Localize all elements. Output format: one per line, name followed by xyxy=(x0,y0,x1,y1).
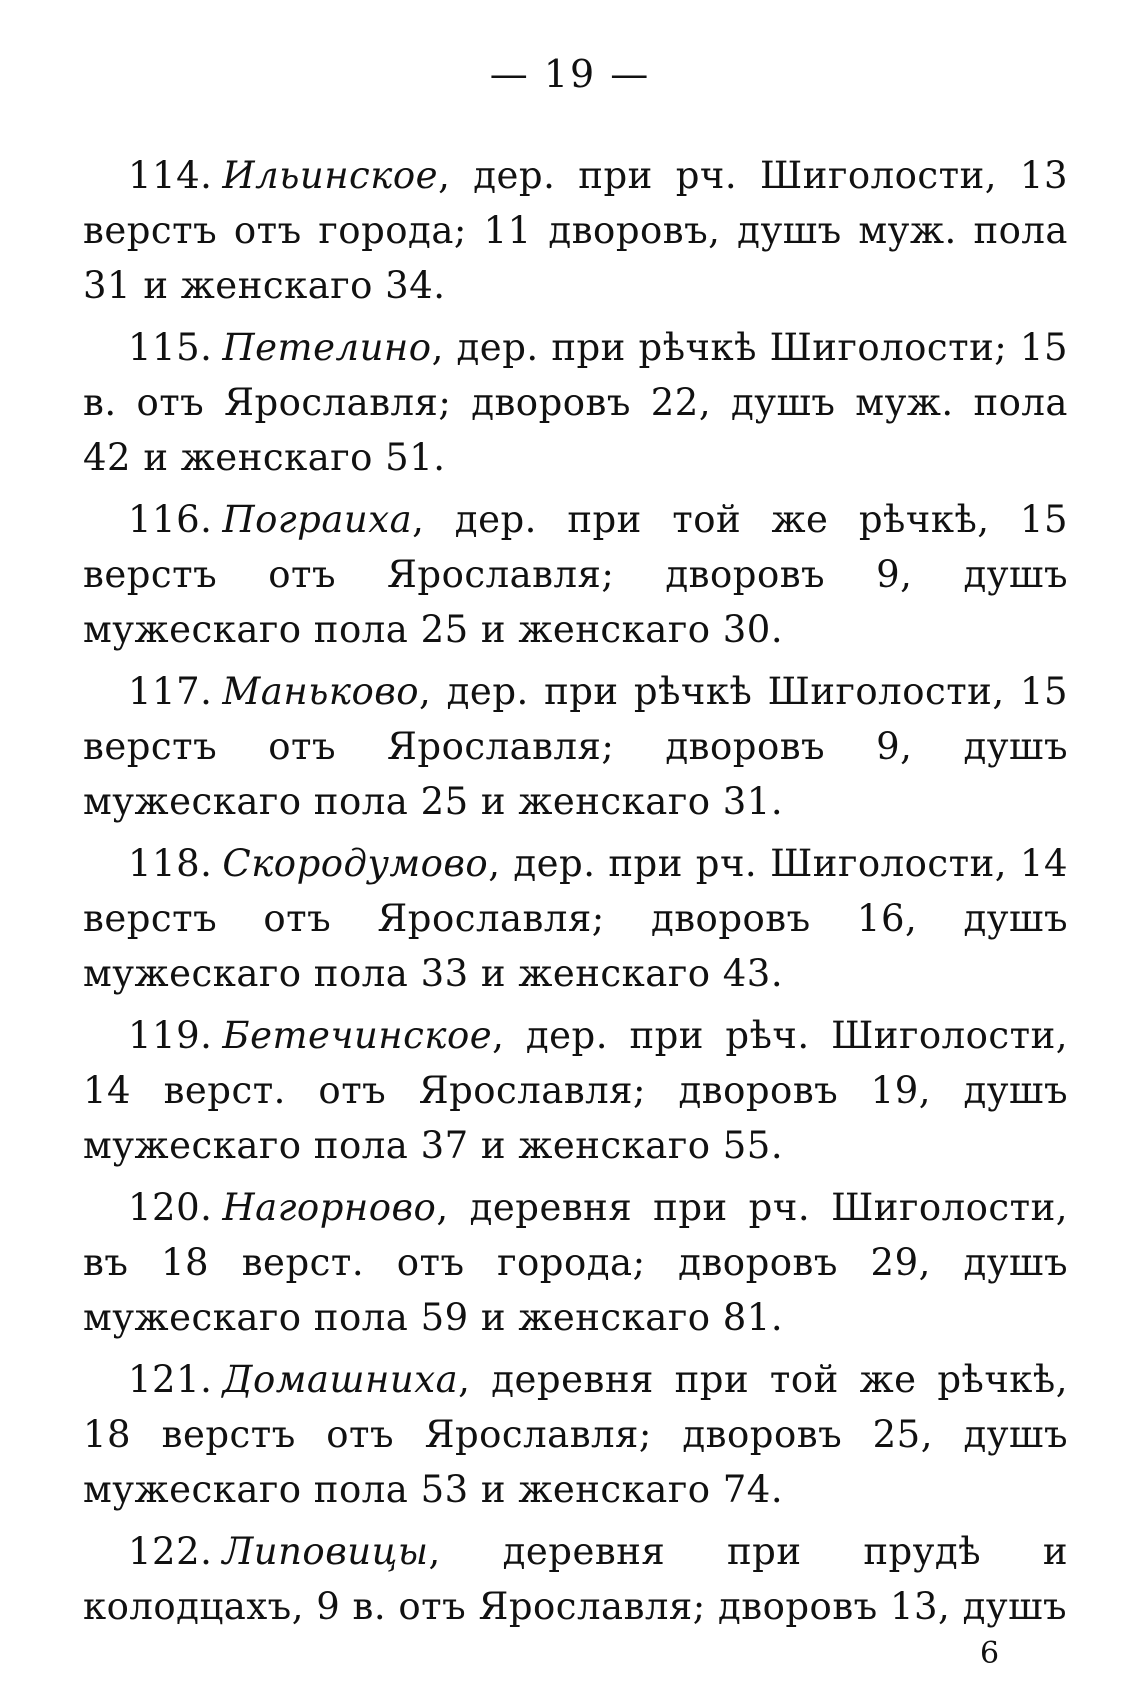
entry-number: 121. xyxy=(128,1358,213,1401)
entry-number: 120. xyxy=(128,1186,213,1229)
entry-number: 119. xyxy=(128,1014,213,1057)
entry-text: , дер. при рч. Шиголости, 13 верстъ отъ города; 11 дворовъ, душъ муж. пола 31 и женскаго 34. xyxy=(83,154,1068,307)
entry-text: , дер. при рѣчкѣ Шиголости; 15 в. отъ Ярославля; дворовъ 22, душъ муж. пола 42 и женскаго 51. xyxy=(83,326,1068,479)
village-name: Пограиха xyxy=(222,498,413,541)
village-name: Скородумово xyxy=(222,842,489,885)
village-name: Петелино xyxy=(222,326,432,369)
entry-116 xyxy=(83,492,1068,657)
entry-115 xyxy=(83,320,1068,485)
entry-120 xyxy=(83,1180,1068,1345)
entry-text: , дер. при той же рѣчкѣ, 15 верстъ отъ Ярославля; дворовъ 9, душъ мужескаго пола 25 и женскаго 30. xyxy=(83,498,1068,651)
entry-118 xyxy=(83,836,1068,1001)
entry-114 xyxy=(83,148,1068,313)
entry-119 xyxy=(83,1008,1068,1173)
page-number: — 19 — xyxy=(489,52,651,96)
village-name: Маньково xyxy=(222,670,420,713)
village-name: Ильинское xyxy=(222,154,439,197)
entry-text: , деревня при той же рѣчкѣ, 18 верстъ отъ Ярославля; дворовъ 25, душъ мужескаго пола 53 и женскаго 74. xyxy=(83,1358,1068,1511)
village-name: Домашниха xyxy=(222,1358,459,1401)
entry-number: 115. xyxy=(128,326,213,369)
entry-text: , дер. при рѣч. Шиголости, 14 верст. отъ Ярославля; дворовъ 19, душъ мужескаго пола 37 и женскаго 55. xyxy=(83,1014,1068,1167)
entry-121 xyxy=(83,1352,1068,1517)
entry-117 xyxy=(83,664,1068,829)
entry-number: 122. xyxy=(128,1530,213,1573)
entry-text: , деревня при прудѣ и колодцахъ, 9 в. отъ Ярославля; дворовъ 13, душъ xyxy=(83,1530,1068,1628)
entry-number: 116. xyxy=(128,498,213,541)
entry-number: 118. xyxy=(128,842,213,885)
signature-mark: 6 xyxy=(980,1636,1000,1671)
village-name: Бетечинское xyxy=(222,1014,493,1057)
entry-text: , дер. при рч. Шиголости, 14 верстъ отъ Ярославля; дворовъ 16, душъ мужескаго пола 33 и женскаго 43. xyxy=(83,842,1068,995)
village-name: Нагорново xyxy=(222,1186,437,1229)
entry-122 xyxy=(83,1524,1068,1634)
entry-text: , дер. при рѣчкѣ Шиголости, 15 верстъ отъ Ярославля; дворовъ 9, душъ мужескаго пола 25 и женскаго 31. xyxy=(83,670,1068,823)
entry-text: , деревня при рч. Шиголости, въ 18 верст. отъ города; дворовъ 29, душъ мужескаго пола 59 и женскаго 81. xyxy=(83,1186,1068,1339)
entry-number: 117. xyxy=(128,670,213,713)
entry-number: 114. xyxy=(128,154,213,197)
village-name: Липовицы xyxy=(222,1530,429,1573)
entry-list xyxy=(83,148,1068,1641)
